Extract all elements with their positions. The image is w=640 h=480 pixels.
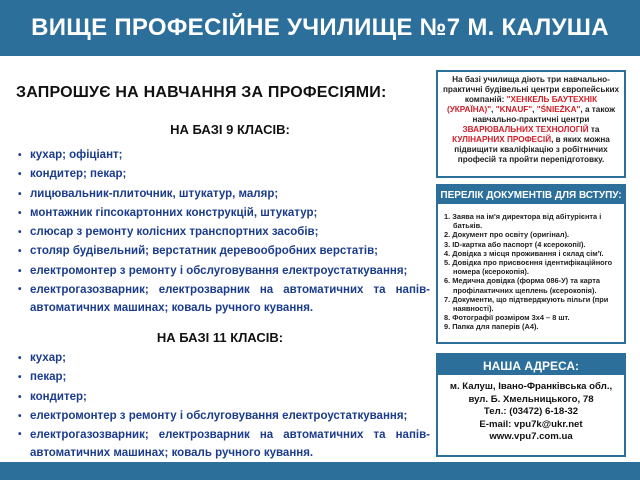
- bullet-icon: •: [18, 391, 22, 403]
- bullet-icon: •: [18, 284, 22, 296]
- bullet-icon: •: [18, 246, 22, 258]
- list-item: • лицювальник-плиточник, штукатур, маляр;: [18, 185, 430, 204]
- info-center-culinary: КУЛІНАРНИХ ПРОФЕСІЙ: [452, 135, 552, 144]
- bullet-icon: •: [18, 265, 22, 277]
- bullet-icon: •: [18, 188, 22, 200]
- documents-list: [444, 212, 618, 332]
- documents-box: [436, 204, 626, 344]
- list-item: • кондитер;: [18, 388, 430, 407]
- list-item: • електромонтер з ремонту і обслуговування електроустаткування;: [18, 407, 430, 426]
- base11-label: НА БАЗІ 11 КЛАСІВ:: [156, 330, 284, 345]
- info-text: , а також навчально-практичні центри: [472, 105, 616, 124]
- base9-label: НА БАЗІ 9 КЛАСІВ:: [170, 122, 290, 137]
- document-item: 2. Документ про освіту (оригінал).: [444, 230, 570, 240]
- footer-bar: [0, 462, 640, 480]
- bullet-icon: •: [18, 353, 22, 364]
- list-item: • електрогазозварник; електрозварник на автоматичних та напів-автоматичних машинах; коваль ручного кування.: [18, 281, 430, 317]
- bullet-icon: •: [18, 227, 22, 239]
- info-text: та: [588, 125, 600, 134]
- list-item: • електромонтер з ремонту і обслуговування електроустаткування;: [18, 262, 430, 281]
- bullet-icon: •: [18, 429, 22, 441]
- info-company-knauf: "KNAUF": [495, 105, 533, 114]
- documents-header: ПЕРЕЛІК ДОКУМЕНТІВ ДЛЯ ВСТУПУ:: [436, 184, 626, 204]
- info-box: [436, 70, 626, 178]
- page-title: ВИЩЕ ПРОФЕСІЙНЕ УЧИЛИЩЕ №7 М. КАЛУША: [0, 0, 640, 56]
- list-item: • кухар; офіціант;: [18, 146, 430, 165]
- address-box: [436, 375, 626, 457]
- document-item: 8. Фотографії розміром 3х4 – 8 шт.: [444, 313, 570, 323]
- info-text: , в яких можна підвищити кваліфікацію з робітничих професій та пройти перепідготовку.: [454, 135, 610, 164]
- bullet-icon: •: [18, 150, 22, 161]
- document-item: 1. Заява на ім'я директора від абітурієнта і батьків.: [444, 212, 602, 231]
- main-heading: ЗАПРОШУЄ НА НАВЧАННЯ ЗА ПРОФЕСІЯМИ:: [16, 84, 387, 101]
- address-website[interactable]: www.vpu7.com.ua: [489, 431, 573, 442]
- info-text: ,: [532, 105, 537, 114]
- info-text: На базі училища діють три навчально-практичні будівельні центри європейських компаній:: [442, 75, 620, 104]
- document-item: 3. ID-картка або паспорт (4 ксерокопії).: [444, 239, 586, 249]
- info-company-sniezka: "ŚNIEŻKA": [536, 105, 581, 114]
- address-city: м. Калуш, Івано-Франківська обл.,: [449, 381, 613, 392]
- address-phone: Тел.: (03472) 6-18-32: [483, 406, 579, 417]
- address-street: вул. Б. Хмельницького, 78: [468, 393, 594, 405]
- list-item: • електрогазозварник; електрозварник на автоматичних та напів-автоматичних машинах; коваль ручного кування.: [18, 426, 430, 462]
- info-text: ,: [491, 105, 496, 114]
- info-company-henkel: "ХЕНКЕЛЬ БАУТЕХНІК (УКРАЇНА)": [446, 95, 598, 114]
- bullet-icon: •: [18, 372, 22, 384]
- base11-list: [18, 349, 430, 462]
- bullet-icon: •: [18, 410, 22, 422]
- document-item: 5. Довідка про присвоєння ідентифікаційного номера (ксерокопія).: [444, 258, 613, 277]
- info-center-welding: ЗВАРЮВАЛЬНИХ ТЕХНОЛОГІЙ: [462, 125, 589, 134]
- bullet-icon: •: [18, 169, 22, 181]
- document-item: 6. Медична довідка (форма 086-У) та карта профілактичних щеплень (ксерокопія).: [444, 276, 600, 295]
- document-item: 9. Папка для паперів (А4).: [444, 322, 539, 332]
- list-item: • пекар;: [18, 368, 430, 387]
- list-item: • слюсар з ремонту колісних транспортних засобів;: [18, 223, 430, 242]
- bullet-icon: •: [18, 207, 22, 219]
- list-item: • кухар;: [18, 349, 430, 368]
- document-item: 4. Довідка з місця проживання і склад сім'ї.: [444, 248, 604, 258]
- address-email[interactable]: E-mail: vpu7k@ukr.net: [479, 418, 583, 430]
- document-item: 7. Документи, що підтверджують пільги (при наявності).: [444, 294, 609, 314]
- address-header: НАША АДРЕСА:: [436, 353, 626, 375]
- list-item: • кондитер; пекар;: [18, 165, 430, 184]
- list-item: • монтажник гіпсокартонних конструкцій, штукатур;: [18, 204, 430, 223]
- base9-list: [18, 146, 430, 317]
- list-item: • столяр будівельний; верстатник деревообробних верстатів;: [18, 242, 430, 261]
